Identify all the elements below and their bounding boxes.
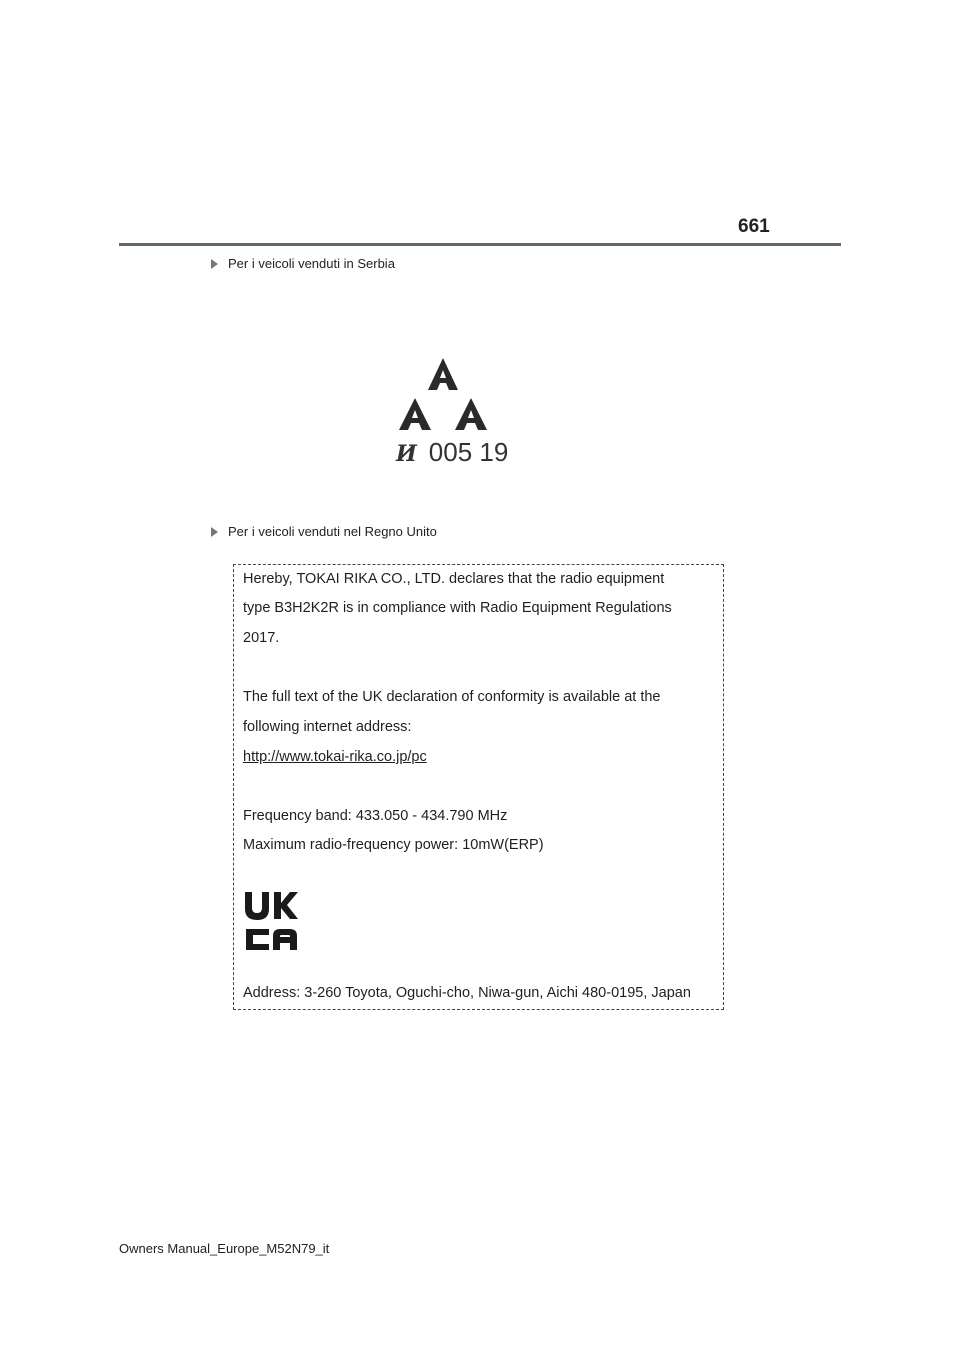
declaration-box (233, 564, 724, 1010)
declaration-line: 2017. (243, 630, 280, 646)
triangle-top-icon (428, 358, 458, 390)
ukca-logo-icon (243, 890, 299, 952)
max-power-text: Maximum radio-frequency power: 10mW(ERP) (243, 837, 544, 853)
header-rule (119, 243, 841, 246)
serbia-mark-letter: И (396, 441, 417, 467)
uk-heading (211, 524, 437, 539)
manufacturer-address-text: Address: 3-260 Toyota, Oguchi-cho, Niwa-gun, Aichi 480-0195, Japan (243, 985, 691, 1001)
triangle-left-icon (399, 398, 431, 430)
serbia-mark-code (396, 437, 508, 468)
declaration-line: following internet address: (243, 719, 412, 735)
serbia-heading (211, 256, 395, 271)
declaration-line: Hereby, TOKAI RIKA CO., LTD. declares that the radio equipment (243, 571, 665, 587)
page-number: 661 (738, 216, 770, 237)
triangle-bullet-icon (211, 527, 218, 537)
serbia-mark-number: 005 19 (428, 437, 509, 467)
declaration-url-link[interactable]: http://www.tokai-rika.co.jp/pc (243, 749, 427, 765)
frequency-band-text: Frequency band: 433.050 - 434.790 MHz (243, 808, 508, 824)
footer-text: Owners Manual_Europe_M52N79_it (119, 1241, 330, 1256)
uk-heading-text: Per i veicoli venduti nel Regno Unito (228, 524, 437, 539)
triangle-right-icon (455, 398, 487, 430)
declaration-line: type B3H2K2R is in compliance with Radio Equipment Regulations (243, 600, 672, 616)
declaration-line: The full text of the UK declaration of conformity is available at the (243, 689, 661, 705)
serbia-heading-text: Per i veicoli venduti in Serbia (228, 256, 395, 271)
triangle-bullet-icon (211, 259, 218, 269)
